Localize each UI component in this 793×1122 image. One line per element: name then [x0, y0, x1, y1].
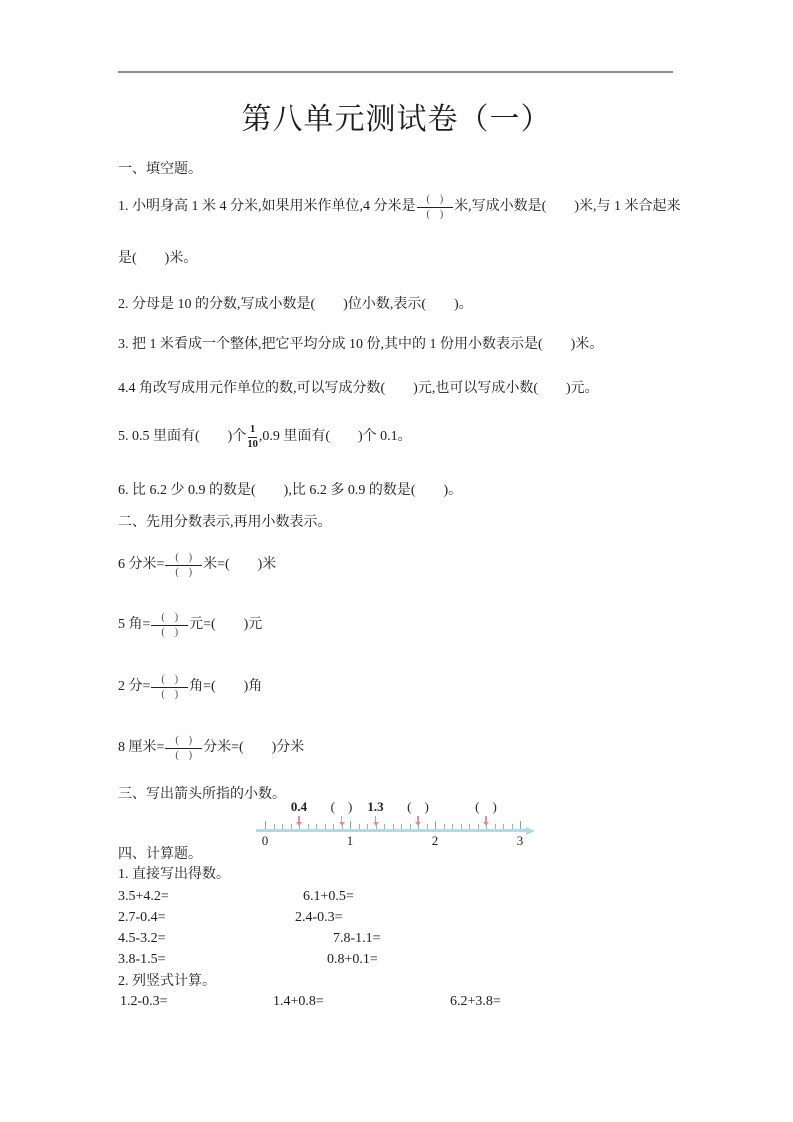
question-3: 3. 把 1 米看成一个整体,把它平均分成 10 份,其中的 1 份用小数表示是( )米。: [118, 337, 604, 352]
item-text-post: 角=( )角: [189, 679, 263, 695]
major-tick: [265, 821, 266, 829]
fraction-one-tenth: [247, 424, 258, 449]
blank-fraction: [151, 674, 188, 700]
blank-fraction-numerator: ( ): [165, 735, 202, 749]
calc-expression: 6.1+0.5=: [303, 889, 354, 904]
arrow-value-label: ( ): [407, 799, 429, 814]
blank-fraction: [165, 552, 202, 578]
minor-tick: [444, 824, 445, 829]
minor-tick: [325, 824, 326, 829]
blank-fraction: [151, 612, 188, 638]
minor-tick: [384, 824, 385, 829]
question-5: [118, 421, 678, 453]
calc-expression: 4.5-3.2=: [118, 931, 166, 946]
calc-expression: 2.4-0.3=: [295, 910, 343, 925]
blank-fraction-numerator: ( ): [151, 674, 188, 688]
page-title: 第八单元测试卷（一）: [241, 103, 552, 136]
minor-tick: [495, 824, 496, 829]
down-arrow-icon: [338, 816, 345, 826]
item-text-pre: 8 厘米=: [118, 740, 165, 756]
arrow-value-label: 0.4: [290, 799, 308, 814]
vertical-calc-row: [118, 994, 678, 1012]
item-text-pre: 2 分=: [118, 679, 151, 695]
blank-fraction: [165, 735, 202, 761]
item-text-post: 分米=( )分米: [203, 740, 305, 756]
question-5-text-pre: 5. 0.5 里面有( )个: [118, 429, 247, 445]
mental-calc-row-2: [118, 910, 678, 928]
major-tick: [350, 821, 351, 829]
item-text-pre: 5 角=: [118, 617, 151, 633]
minor-tick: [274, 824, 275, 829]
minor-tick: [316, 824, 317, 829]
minor-tick: [461, 824, 462, 829]
item-text-post: 元=( )元: [189, 617, 263, 633]
minor-tick: [401, 824, 402, 829]
arrow-value-label: 1.3: [367, 799, 384, 814]
blank-fraction-denominator: ( ): [161, 626, 179, 638]
item-text-pre: 6 分米=: [118, 557, 165, 573]
minor-tick: [512, 824, 513, 829]
down-arrow-icon: [296, 816, 303, 826]
major-tick: [435, 821, 436, 829]
blank-fraction: [417, 194, 454, 220]
item-text-post: 米=( )米: [203, 557, 277, 573]
calc-expression: 7.8-1.1=: [333, 931, 381, 946]
down-arrow-icon: [415, 816, 422, 826]
top-divider-line: [118, 71, 673, 73]
calc-expression: 6.2+3.8=: [450, 994, 501, 1009]
question-1-text-pre: 1. 小明身高 1 米 4 分米,如果用米作单位,4 分米是: [118, 199, 416, 215]
calc-expression: 2.7-0.4=: [118, 910, 166, 925]
section2-item-4: [118, 732, 678, 764]
section2-item-3: [118, 671, 678, 703]
calc-expression: 3.8-1.5=: [118, 952, 166, 967]
section4-heading: 四、计算题。: [118, 847, 202, 862]
blank-fraction-numerator: ( ): [417, 194, 454, 208]
blank-fraction-numerator: ( ): [151, 612, 188, 626]
section2-item-1: [118, 549, 678, 581]
mental-calc-row-3: [118, 931, 678, 949]
question-4: 4.4 角改写成用元作单位的数,可以写成分数( )元,也可以写成小数( )元。: [118, 381, 599, 396]
minor-tick: [452, 824, 453, 829]
mental-calc-row-1: [118, 889, 678, 907]
calc-expression: 0.8+0.1=: [327, 952, 378, 967]
axis-number-label: 2: [431, 833, 439, 848]
blank-fraction-denominator: ( ): [426, 208, 444, 220]
section3-heading: 三、写出箭头所指的小数。: [118, 787, 286, 802]
minor-tick: [367, 824, 368, 829]
blank-fraction-denominator: ( ): [175, 566, 193, 578]
down-arrow-icon: [483, 816, 490, 826]
number-line-axis: [256, 829, 526, 832]
minor-tick: [291, 824, 292, 829]
arrow-value-label: ( ): [475, 799, 497, 814]
calc-expression: 1.2-0.3=: [120, 994, 168, 1009]
axis-number-label: 0: [261, 833, 269, 848]
question-5-text-post: ,0.9 里面有( )个 0.1。: [258, 429, 412, 445]
blank-fraction-denominator: ( ): [161, 688, 179, 700]
mental-calc-row-4: [118, 952, 678, 970]
calc-expression: 3.5+4.2=: [118, 889, 169, 904]
blank-fraction-numerator: ( ): [165, 552, 202, 566]
question-6: 6. 比 6.2 少 0.9 的数是( ),比 6.2 多 0.9 的数是( )。: [118, 483, 463, 498]
fraction-denominator: 10: [247, 438, 258, 450]
question-2: 2. 分母是 10 的分数,写成小数是( )位小数,表示( )。: [118, 297, 473, 312]
minor-tick: [410, 824, 411, 829]
blank-fraction-denominator: ( ): [175, 749, 193, 761]
axis-number-label: 1: [346, 833, 354, 848]
minor-tick: [333, 824, 334, 829]
axis-number-label: 3: [516, 833, 524, 848]
minor-tick: [282, 824, 283, 829]
question-1-line-1: [118, 191, 681, 223]
minor-tick: [469, 824, 470, 829]
question-1-line-2: 是( )米。: [118, 251, 198, 266]
section4-subheading-1: 1. 直接写出得数。: [118, 867, 230, 882]
minor-tick: [359, 824, 360, 829]
section4-subheading-2: 2. 列竖式计算。: [118, 974, 216, 989]
section1-heading: 一、填空题。: [118, 162, 202, 177]
calc-expression: 1.4+0.8=: [273, 994, 324, 1009]
fraction-numerator: 1: [248, 424, 257, 437]
minor-tick: [503, 824, 504, 829]
minor-tick: [427, 824, 428, 829]
section2-item-2: [118, 609, 678, 641]
section2-heading: 二、先用分数表示,再用小数表示。: [118, 515, 332, 530]
minor-tick: [393, 824, 394, 829]
major-tick: [520, 821, 521, 829]
arrow-value-label: ( ): [330, 799, 353, 814]
question-1-text-post: 米,写成小数是( )米,与 1 米合起来: [454, 199, 681, 215]
down-arrow-icon: [372, 816, 379, 826]
minor-tick: [478, 824, 479, 829]
minor-tick: [308, 824, 309, 829]
